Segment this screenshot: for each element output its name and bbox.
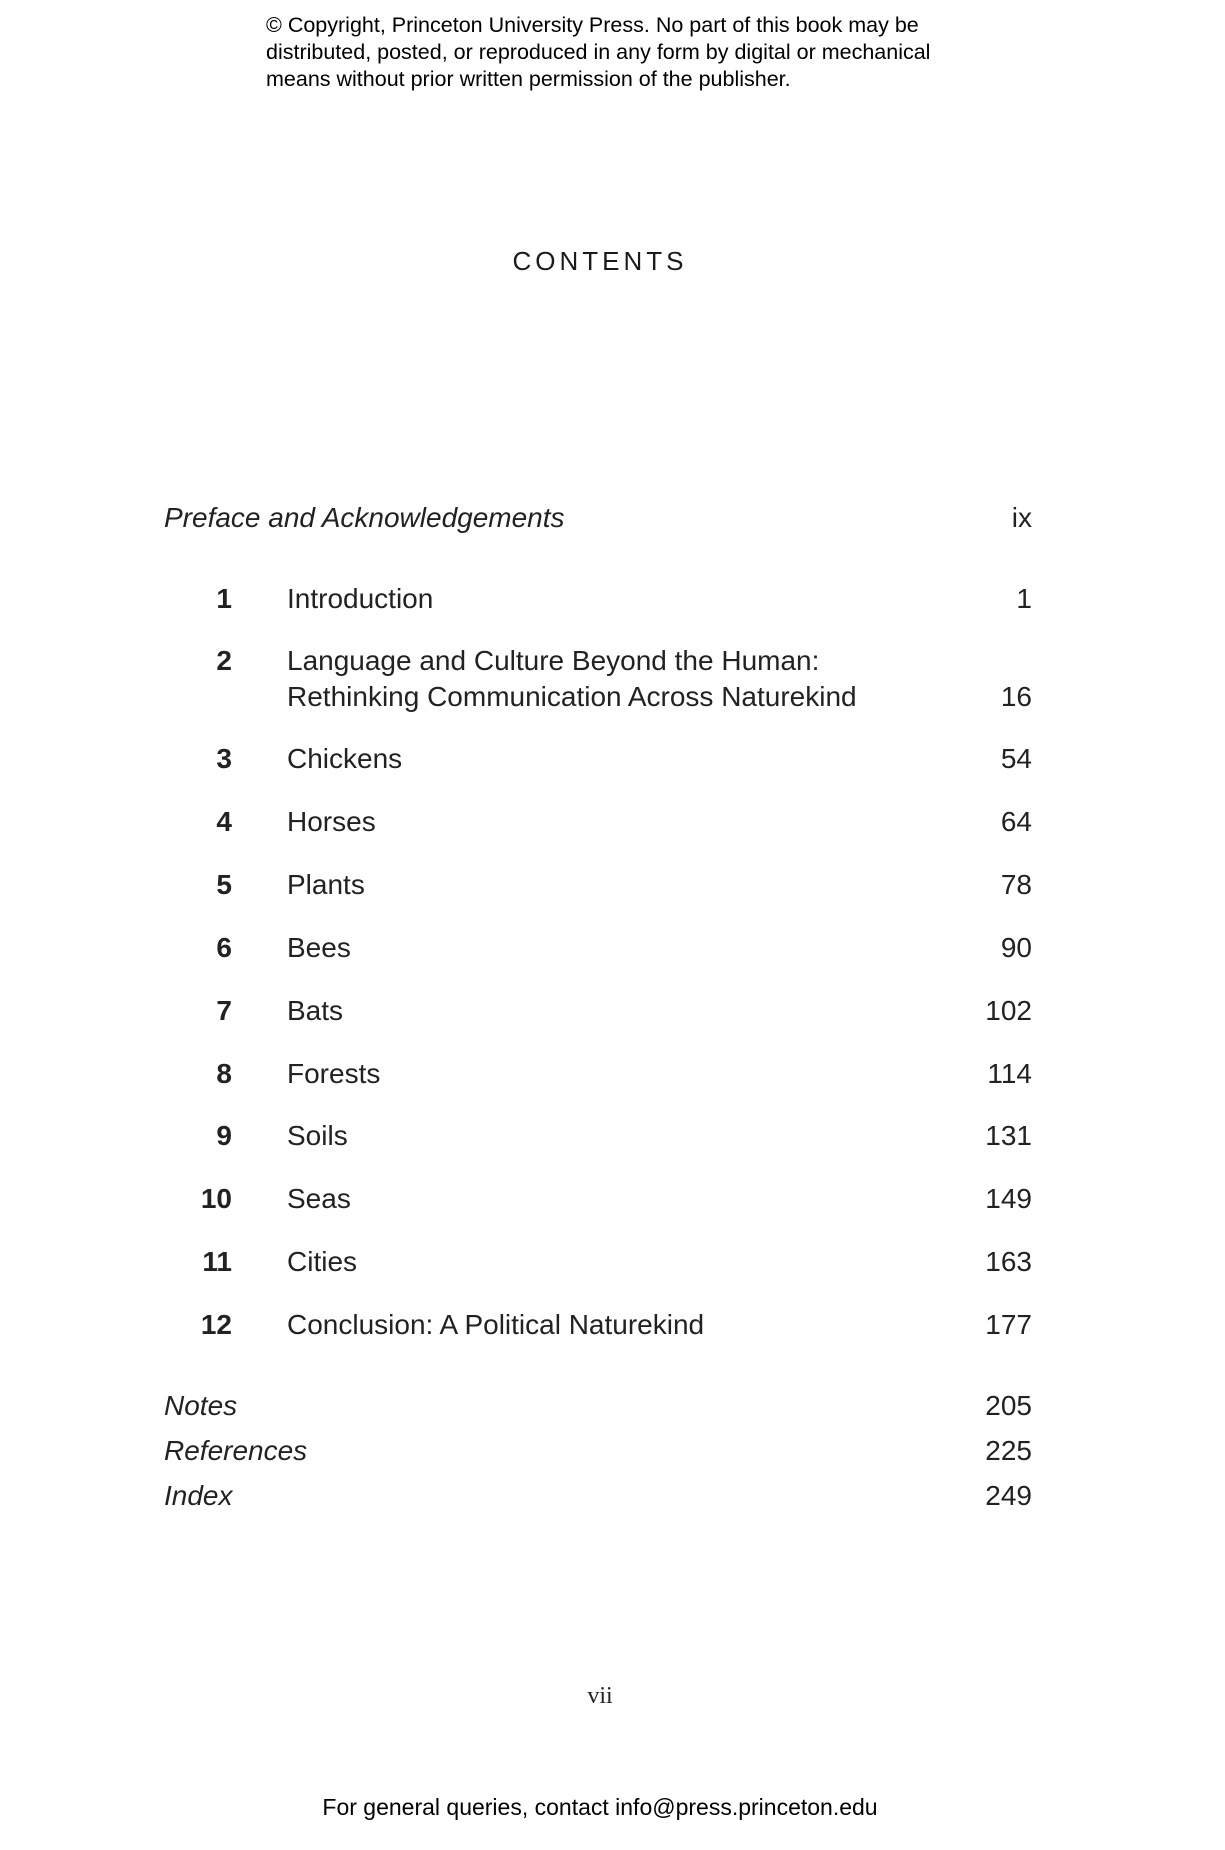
chapter-page: 163 xyxy=(985,1246,1032,1277)
chapter-title xyxy=(287,1244,357,1280)
chapter-title xyxy=(287,930,351,966)
copyright-line: distributed, posted, or reproduced in any form by digital or mechanical xyxy=(266,40,931,64)
chapter-page: 54 xyxy=(1000,743,1032,774)
chapter-page: 102 xyxy=(985,995,1032,1026)
chapter-number: 7 xyxy=(216,995,232,1026)
chapter-number: 6 xyxy=(216,932,232,963)
toc-entry-page: ix xyxy=(1011,502,1032,533)
chapter-title xyxy=(287,741,402,777)
toc-entry-label: Preface and Acknowledgements xyxy=(164,502,565,533)
chapter-title xyxy=(287,1118,348,1154)
chapter-title-line: Language and Culture Beyond the Human: xyxy=(287,645,820,676)
chapter-title xyxy=(287,993,343,1029)
chapter-title-line: Conclusion: A Political Naturekind xyxy=(287,1309,705,1340)
chapter-page: 114 xyxy=(987,1058,1032,1089)
copyright-line: means without prior written permission of the publisher. xyxy=(266,67,791,91)
copyright-notice xyxy=(266,12,1026,93)
chapter-title-line: Chickens xyxy=(287,743,403,774)
chapter-title-line: Rethinking Communication Across Naturekind xyxy=(287,681,857,712)
chapter-title xyxy=(287,1181,351,1217)
chapter-number: 9 xyxy=(216,1120,232,1151)
chapter-title xyxy=(287,804,376,840)
chapter-number: 2 xyxy=(216,645,232,676)
chapter-title xyxy=(287,1307,704,1343)
chapter-title-line: Soils xyxy=(287,1120,348,1151)
footer-contact: For general queries, contact info@press.princeton.edu xyxy=(322,1794,878,1820)
chapter-number: 1 xyxy=(216,583,232,614)
chapter-page: 131 xyxy=(985,1120,1032,1151)
chapter-title-line: Plants xyxy=(287,869,365,900)
contents-heading: CONTENTS xyxy=(512,246,688,276)
chapter-number: 5 xyxy=(216,869,232,900)
toc-entry-page: 225 xyxy=(985,1435,1032,1466)
chapter-title-line: Cities xyxy=(287,1246,358,1277)
chapter-page: 64 xyxy=(1000,806,1032,837)
chapter-title-line: Forests xyxy=(287,1058,381,1089)
chapter-page: 78 xyxy=(1000,869,1032,900)
chapter-title xyxy=(287,867,365,903)
copyright-line: © Copyright, Princeton University Press. No part of this book may be xyxy=(266,13,919,37)
toc-entry-page: 205 xyxy=(985,1390,1032,1421)
chapter-title-line: Horses xyxy=(287,806,376,837)
chapter-page: 1 xyxy=(1016,583,1032,614)
chapter-page: 90 xyxy=(1000,932,1032,963)
chapter-number: 8 xyxy=(216,1058,232,1089)
chapter-title xyxy=(287,1056,380,1092)
toc-entry-label: Notes xyxy=(164,1390,238,1421)
chapter-number: 10 xyxy=(200,1183,232,1214)
chapter-page: 149 xyxy=(985,1183,1032,1214)
toc-entry-page: 249 xyxy=(985,1480,1032,1511)
toc-entry-label: Index xyxy=(164,1480,233,1511)
chapter-title-line: Bees xyxy=(287,932,351,963)
chapter-number: 11 xyxy=(202,1246,232,1277)
chapter-title xyxy=(287,643,857,715)
chapter-title-line: Seas xyxy=(287,1183,351,1214)
page-number: vii xyxy=(587,1683,613,1709)
chapter-number: 3 xyxy=(216,743,232,774)
toc-entry-label: References xyxy=(164,1435,308,1466)
chapter-number: 4 xyxy=(216,806,232,837)
chapter-page: 16 xyxy=(1000,681,1032,712)
chapter-page: 177 xyxy=(985,1309,1032,1340)
chapter-number: 12 xyxy=(200,1309,232,1340)
chapter-title-line: Bats xyxy=(287,995,344,1026)
chapter-title xyxy=(287,581,433,617)
chapter-title-line: Introduction xyxy=(287,583,434,614)
